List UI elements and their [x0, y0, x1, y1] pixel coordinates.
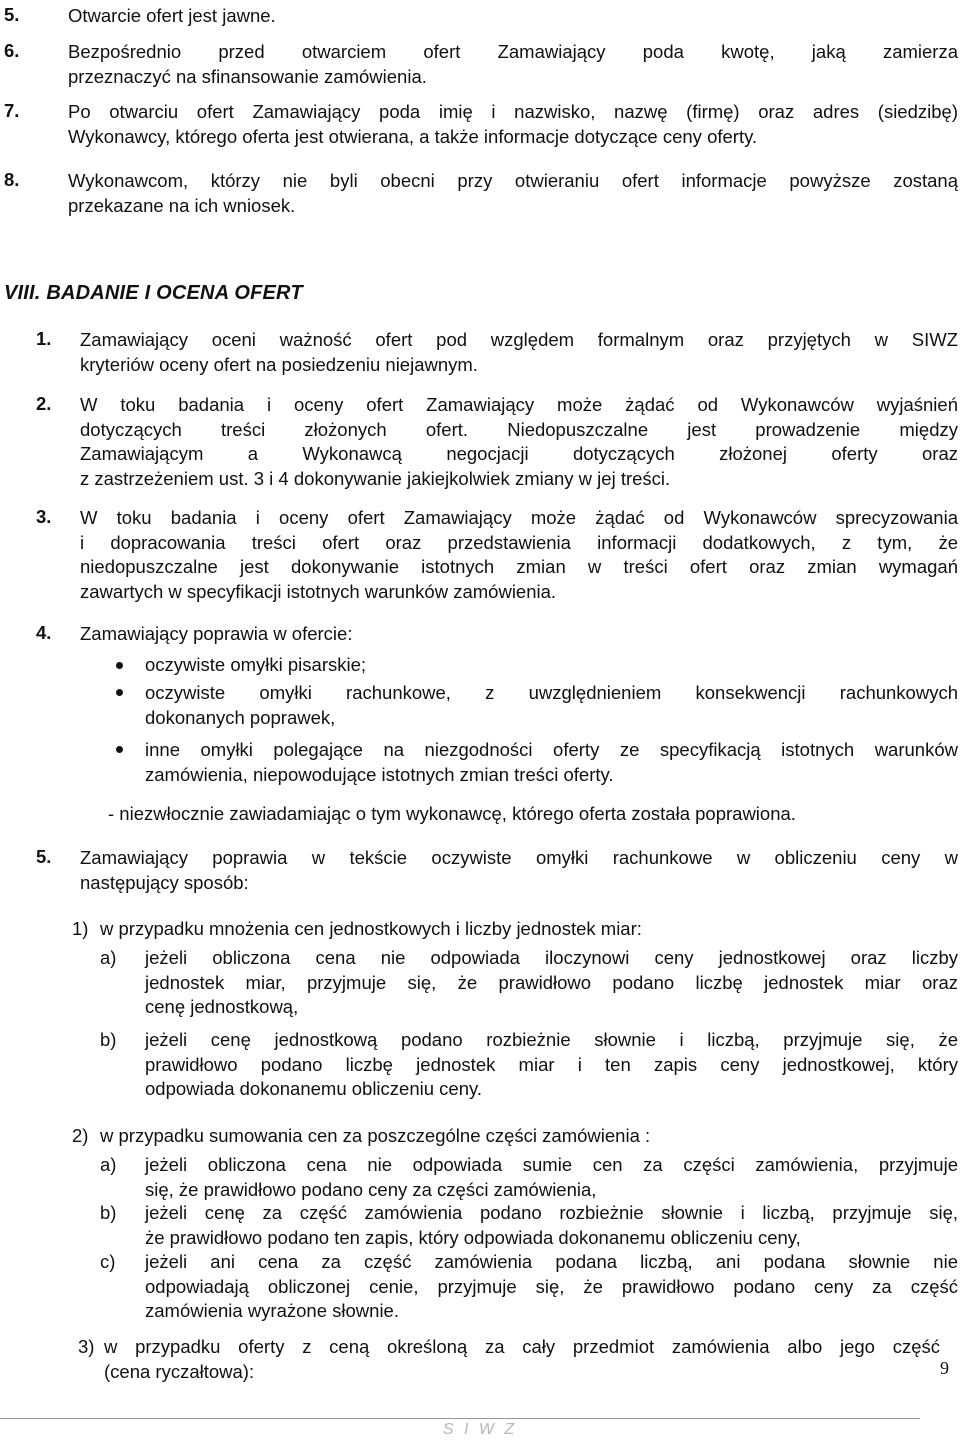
subpoint-2c-label: c): [100, 1251, 116, 1272]
section-item-2-number: 2.: [36, 393, 52, 414]
subpoint-2a-label: a): [100, 1154, 117, 1175]
bullet-item-2-line-1: oczywiste omyłki rachunkowe, z uwzględnieniem konsekwencji rachunkowych: [145, 682, 958, 703]
subpoint-3-line-1: w przypadku oferty z ceną określoną za cały przedmiot zamówienia albo jego część: [104, 1336, 940, 1357]
bullet-item-2: [145, 681, 958, 730]
section-heading: VIII. BADANIE I OCENA OFERT: [4, 282, 303, 304]
item-5-line: Otwarcie ofert jest jawne.: [68, 5, 276, 26]
page-number: 9: [940, 1358, 949, 1378]
section-item-3-text: [80, 506, 958, 604]
section-item-2-text: [80, 393, 958, 491]
section-item-1-text: [80, 328, 958, 377]
subpoint-1a-line-1: jeżeli obliczona cena nie odpowiada iloczynowi ceny jednostkowej oraz liczby: [145, 947, 958, 968]
section-item-3-line-2: i dopracowania treści ofert oraz przedstawienia informacji dodatkowych, z tym, że: [80, 531, 958, 553]
subpoint-1b-line-1: jeżeli cenę jednostkową podano rozbieżnie słownie i liczbą, przyjmuje się, że: [145, 1029, 958, 1050]
subpoint-1-text: w przypadku mnożenia cen jednostkowych i liczby jednostek miar:: [100, 918, 642, 939]
section-item-2-line-2: dotyczących treści złożonych ofert. Niedopuszczalne jest prowadzenie między: [80, 418, 958, 440]
subpoint-3-text: [104, 1335, 940, 1384]
item-8-line-2: przekazane na ich wniosek.: [68, 194, 296, 216]
section-item-5-line-1: Zamawiający poprawia w tekście oczywiste omyłki rachunkowe w obliczeniu ceny w: [80, 847, 958, 868]
item-8-number: 8.: [4, 169, 20, 190]
section-item-3-line-3: niedopuszczalne jest dokonywanie istotnych zmian w treści ofert oraz zmian wymagań: [80, 556, 958, 577]
item-7-number: 7.: [4, 100, 20, 121]
subpoint-3-line-2: (cena ryczałtowa):: [104, 1360, 255, 1382]
section-item-3-number: 3.: [36, 506, 52, 527]
section-item-3-line-4: zawartych w specyfikacji istotnych warunków zamówienia.: [80, 580, 557, 602]
bullet-item-2-line-2: dokonanych poprawek,: [145, 706, 336, 728]
item-7-line-1: Po otwarciu ofert Zamawiający poda imię i nazwisko, nazwę (firmę) oraz adres (siedzibę): [68, 101, 958, 122]
section-item-1-number: 1.: [36, 328, 52, 349]
item-5-number: 5.: [4, 4, 20, 25]
subpoint-2b-label: b): [100, 1202, 117, 1223]
subpoint-2-label: 2): [72, 1125, 89, 1146]
footer-label: S I W Z: [442, 1421, 518, 1438]
section-item-2-line-3: Zamawiającym a Wykonawcą negocjacji dotyczących złożonej oferty oraz: [80, 443, 958, 464]
item-6-number: 6.: [4, 40, 20, 61]
subpoint-2a-line-1: jeżeli obliczona cena nie odpowiada sumie cen za części zamówienia, przyjmuje: [145, 1154, 958, 1175]
item-6-line-1: Bezpośrednio przed otwarciem ofert Zamawiający poda kwotę, jaką zamierza: [68, 41, 958, 62]
subpoint-2-text: w przypadku sumowania cen za poszczególne części zamówienia :: [100, 1125, 651, 1146]
item-6-line-2: przeznaczyć na sfinansowanie zamówienia.: [68, 65, 427, 87]
subpoint-3-label: 3): [78, 1336, 95, 1357]
subpoint-2b-text: [145, 1201, 958, 1250]
section-item-5-line-2: następujący sposób:: [80, 871, 249, 893]
footer-divider: [0, 1418, 920, 1419]
bullet-item-3: [145, 738, 958, 787]
bullet-dot-icon: [116, 662, 123, 669]
bullet-item-3-line-2: zamówienia, niepowodujące istotnych zmian treści oferty.: [145, 763, 614, 785]
section-item-1-line-1: Zamawiający oceni ważność ofert pod względem formalnym oraz przyjętych w SIWZ: [80, 329, 958, 350]
section-item-4-text: Zamawiający poprawia w ofercie:: [80, 623, 353, 644]
section-item-5-number: 5.: [36, 846, 52, 867]
item-8-text: [68, 169, 958, 218]
item-5-text: [68, 4, 958, 29]
subpoint-1a-line-3: cenę jednostkową,: [145, 996, 299, 1017]
subpoint-2c-line-1: jeżeli ani cena za część zamówienia podana liczbą, ani podana słownie nie: [145, 1251, 958, 1272]
section-item-2-line-4: z zastrzeżeniem ust. 3 i 4 dokonywanie jakiejkolwiek zmiany w jej treści.: [80, 467, 671, 489]
bullet-dot-icon: [116, 746, 123, 753]
section-item-4-number: 4.: [36, 622, 52, 643]
subpoint-2a-line-2: się, że prawidłowo podano ceny za części zamówienia,: [145, 1178, 597, 1200]
subpoint-2a-text: [145, 1153, 958, 1202]
bullet-item-3-line-1: inne omyłki polegające na niezgodności oferty ze specyfikacją istotnych warunków: [145, 739, 958, 760]
subpoint-2c-line-3: zamówienia wyrażone słownie.: [145, 1300, 399, 1321]
section-item-1-line-2: kryteriów oceny ofert na posiedzeniu niejawnym.: [80, 353, 478, 375]
item-8-line-1: Wykonawcom, którzy nie byli obecni przy otwieraniu ofert informacje powyższe zostaną: [68, 170, 958, 191]
subpoint-1b-label: b): [100, 1029, 117, 1050]
subpoint-1-label: 1): [72, 918, 89, 939]
subpoint-2c-text: [145, 1250, 958, 1324]
subpoint-2b-line-2: że prawidłowo podano ten zapis, który odpowiada dokonanemu obliczeniu ceny,: [145, 1226, 801, 1248]
subpoint-1a-text: [145, 946, 958, 1020]
subpoint-2c-line-2: odpowiadają obliczonej cenie, przyjmuje się, że prawidłowo podano ceny za część: [145, 1275, 958, 1297]
subpoint-1a-label: a): [100, 947, 117, 968]
section-item-3-line-1: W toku badania i oceny ofert Zamawiający może żądać od Wykonawców sprecyzowania: [80, 507, 958, 528]
item-6-text: [68, 40, 958, 89]
item-7-line-2: Wykonawcy, którego oferta jest otwierana, a także informacje dotyczące ceny oferty.: [68, 125, 758, 147]
section-item-2-line-1: W toku badania i oceny ofert Zamawiający może żądać od Wykonawców wyjaśnień: [80, 394, 958, 415]
item-7-text: [68, 100, 958, 149]
subpoint-1b-line-2: prawidłowo podano liczbę jednostek miar i ten zapis ceny jednostkowej, który: [145, 1053, 958, 1075]
subpoint-1a-line-2: jednostek miar, przyjmuje się, że prawidłowo podano liczbę jednostek miar oraz: [145, 971, 958, 993]
dash-note: - niezwłocznie zawiadamiając o tym wykonawcę, którego oferta została poprawiona.: [108, 803, 796, 824]
subpoint-1b-text: [145, 1028, 958, 1102]
subpoint-2b-line-1: jeżeli cenę za część zamówienia podano rozbieżnie słownie i liczbą, przyjmuje się,: [145, 1202, 958, 1223]
bullet-dot-icon: [116, 689, 123, 696]
subpoint-1b-line-3: odpowiada dokonanemu obliczeniu ceny.: [145, 1078, 483, 1099]
section-item-5-text: [80, 846, 958, 895]
bullet-item-1: oczywiste omyłki pisarskie;: [145, 654, 367, 675]
